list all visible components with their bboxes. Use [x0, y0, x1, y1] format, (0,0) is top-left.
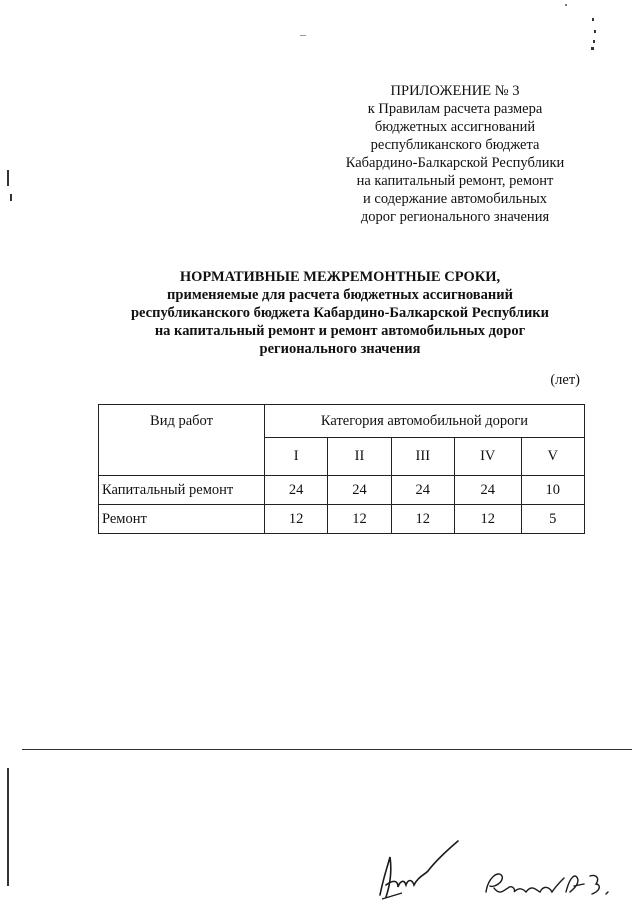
table-cell: 24 [454, 476, 521, 505]
table-cell: 24 [328, 476, 391, 505]
category-header: I [265, 438, 328, 476]
table-cell: 24 [265, 476, 328, 505]
units-label: (лет) [550, 372, 580, 388]
title-line: регионального значения [259, 341, 421, 357]
row-label: Ремонт [99, 505, 265, 534]
title-line: применяемые для расчета бюджетных ассигнований [167, 287, 513, 303]
category-header: III [391, 438, 454, 476]
category-header: IV [454, 438, 521, 476]
appendix-line: дорог регионального значения [360, 209, 550, 225]
signature-image [480, 862, 620, 902]
appendix-line: к Правилам расчета размера [367, 101, 543, 117]
row-label: Капитальный ремонт [99, 476, 265, 505]
table-cell: 12 [328, 505, 391, 534]
column-header-road-category: Категория автомобильной дороги [265, 405, 585, 438]
table-cell: 12 [391, 505, 454, 534]
appendix-line: Кабардино-Балкарской Республики [345, 155, 565, 171]
table-cell: 12 [454, 505, 521, 534]
table-cell: 10 [521, 476, 584, 505]
title-line: НОРМАТИВНЫЕ МЕЖРЕМОНТНЫЕ СРОКИ, [179, 269, 501, 285]
appendix-line: бюджетных ассигнований [374, 119, 536, 135]
appendix-line: республиканского бюджета [370, 137, 540, 153]
page-divider-line [22, 749, 632, 750]
category-header: II [328, 438, 391, 476]
column-header-work-kind: Вид работ [99, 405, 265, 476]
title-line: на капитальный ремонт и ремонт автомобильных дорог [154, 323, 526, 339]
category-header: V [521, 438, 584, 476]
title-line: республиканского бюджета Кабардино-Балкарской Республики [130, 305, 550, 321]
signature-image [372, 835, 472, 905]
appendix-line: на капитальный ремонт, ремонт [356, 173, 554, 189]
table-cell: 12 [265, 505, 328, 534]
appendix-line: ПРИЛОЖЕНИЕ № 3 [390, 83, 520, 99]
table-cell: 5 [521, 505, 584, 534]
appendix-line: и содержание автомобильных [363, 191, 547, 207]
table-cell: 24 [391, 476, 454, 505]
